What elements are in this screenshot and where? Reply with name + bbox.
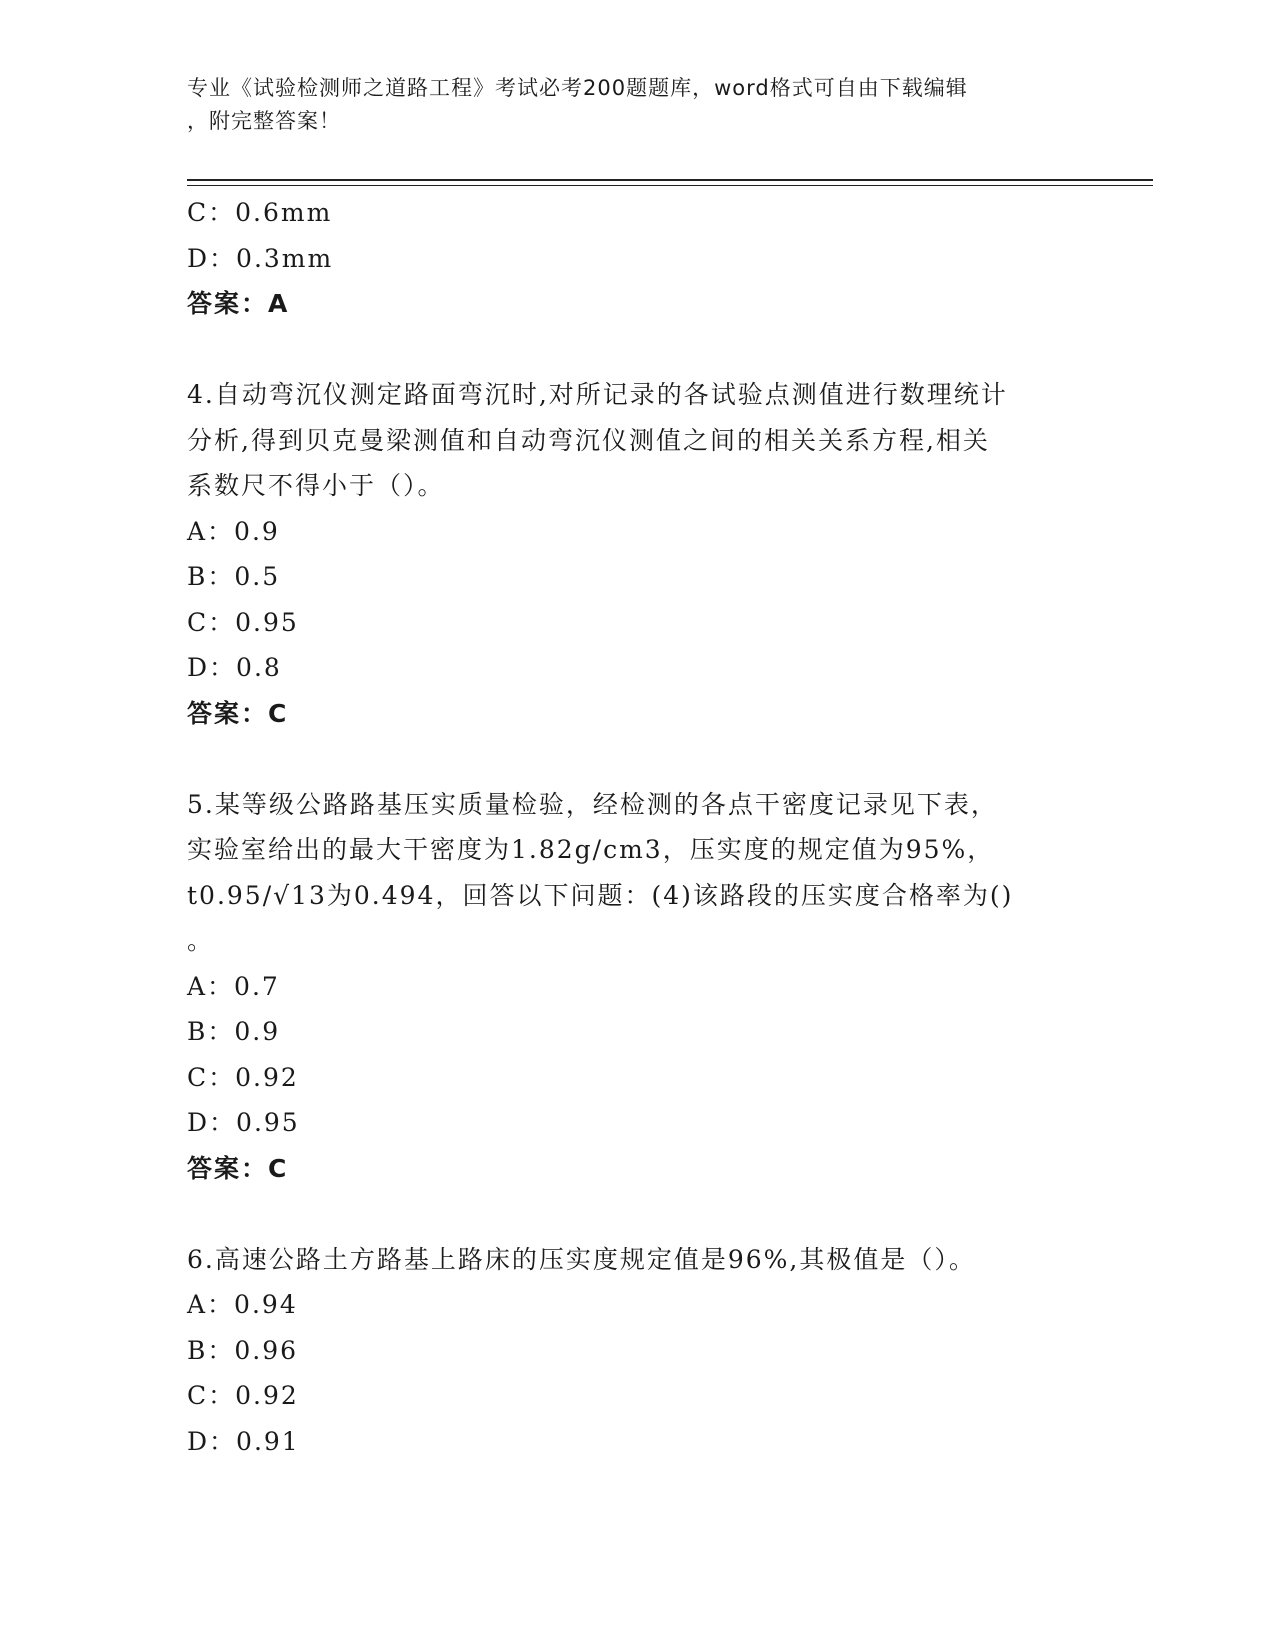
option-d: D：0.95: [187, 1108, 300, 1137]
option-a: A：0.7: [187, 971, 280, 1001]
spacer: [187, 736, 1087, 782]
option-b: B：0.5: [187, 562, 281, 591]
document-header: [187, 72, 1067, 138]
question-5: [187, 782, 1087, 1192]
question-4: [187, 372, 1087, 736]
answer-line: 答案：A: [187, 289, 290, 318]
spacer: [187, 327, 1087, 373]
question-list: [187, 190, 1087, 1464]
option-d: D：0.3mm: [187, 243, 334, 273]
header-line-1: 专业《试验检测师之道路工程》考试必考200题题库，word格式可自由下载编辑: [187, 76, 968, 100]
question-stem: t0.95/√13为0.494，回答以下问题：(4)该路段的压实度合格率为(): [187, 880, 1014, 910]
header-rule-thick: [187, 179, 1153, 181]
question-stem: 4.自动弯沉仪测定路面弯沉时,对所记录的各试验点测值进行数理统计: [187, 380, 1008, 409]
question-stem: 实验室给出的最大干密度为1.82g/cm3，压实度的规定值为95%，: [187, 835, 995, 864]
option-b: B：0.9: [187, 1017, 281, 1046]
option-c: C：0.6mm: [187, 198, 333, 227]
question-6: [187, 1237, 1087, 1465]
answer-line: 答案：C: [187, 698, 289, 728]
option-d: D：0.8: [187, 653, 282, 682]
option-a: A：0.94: [187, 1290, 298, 1319]
spacer: [187, 1191, 1087, 1237]
header-line-2: ，附完整答案！: [187, 109, 341, 133]
option-b: B：0.96: [187, 1335, 299, 1365]
question-stem: 分析,得到贝克曼梁测值和自动弯沉仪测值之间的相关关系方程,相关: [187, 425, 990, 455]
question-stem: 5.某等级公路路基压实质量检验，经检测的各点干密度记录见下表，: [187, 789, 998, 819]
answer-line: 答案：C: [187, 1153, 289, 1183]
question-stem: 6.高速公路土方路基上路床的压实度规定值是96%,其极值是（）。: [187, 1244, 976, 1274]
question-stem: 。: [187, 926, 215, 955]
option-a: A：0.9: [187, 516, 280, 546]
option-c: C：0.92: [187, 1381, 299, 1410]
header-rule-thin: [187, 185, 1153, 186]
option-d: D：0.91: [187, 1426, 300, 1456]
question-3: [187, 190, 1087, 327]
option-c: C：0.92: [187, 1062, 299, 1092]
question-stem: 系数尺不得小于（）。: [187, 471, 445, 500]
option-c: C：0.95: [187, 607, 299, 637]
